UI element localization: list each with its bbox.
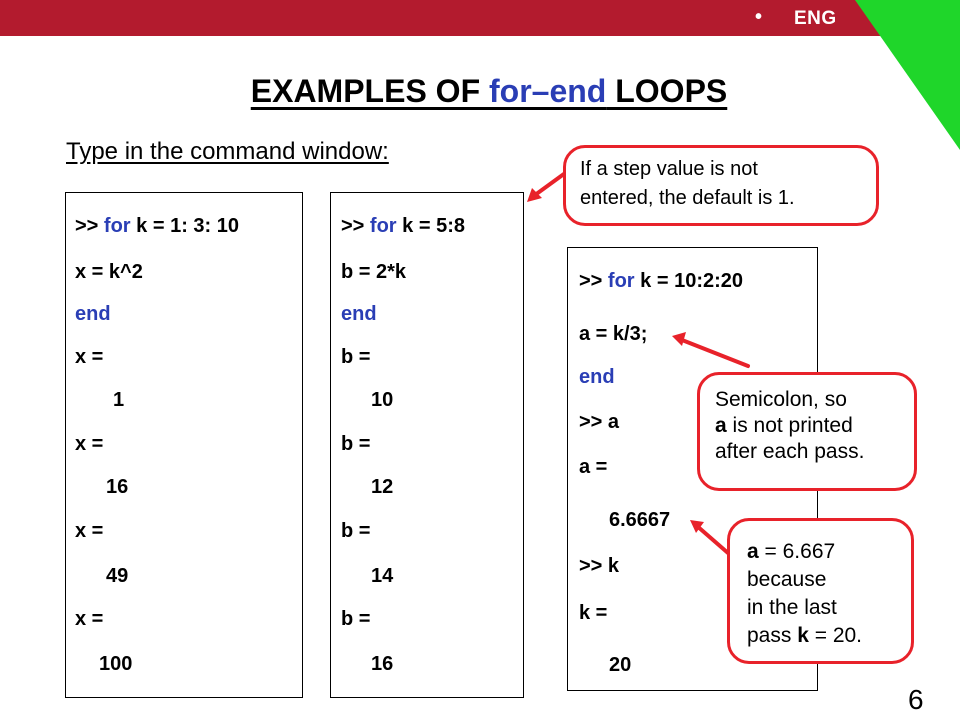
output-label: b = xyxy=(341,433,371,455)
output-value: 10 xyxy=(371,389,394,411)
callout-text xyxy=(747,538,911,566)
callout-text xyxy=(715,413,914,439)
output-label: b = xyxy=(341,520,371,542)
output-value: 16 xyxy=(371,653,394,675)
end-keyword: end xyxy=(579,366,615,388)
code-line: x = k^2 xyxy=(75,261,143,283)
code-line: >> a xyxy=(579,411,620,433)
callout-text-part: = 6.667 xyxy=(758,540,836,563)
callout-text: entered, the default is 1. xyxy=(580,187,795,209)
code-box-2 xyxy=(330,192,524,698)
title-keyword: for–end xyxy=(489,73,607,109)
callout-text: Semicolon, so xyxy=(715,388,847,411)
loop-range: k = 1: 3: 10 xyxy=(130,215,239,237)
output-value: 14 xyxy=(371,565,394,587)
callout-text-part: = 20. xyxy=(808,624,863,647)
for-keyword: for xyxy=(103,215,131,237)
callout-text: in the last xyxy=(747,596,837,619)
prompt: >> xyxy=(75,215,104,237)
end-keyword: end xyxy=(75,303,111,325)
output-label: x = xyxy=(75,608,104,630)
variable-name: a xyxy=(715,414,727,437)
code-line xyxy=(341,215,465,238)
end-keyword: end xyxy=(341,303,377,325)
header-bullet: • xyxy=(755,6,763,28)
variable-name: a xyxy=(747,540,759,563)
output-label: x = xyxy=(75,433,104,455)
callout-text: If a step value is not xyxy=(580,158,758,180)
code-line: b = 2*k xyxy=(341,261,407,283)
output-label: x = xyxy=(75,346,104,368)
output-value: 20 xyxy=(609,654,632,676)
callout-result xyxy=(727,518,914,664)
subtitle: Type in the command window: xyxy=(66,138,389,165)
prompt: >> xyxy=(579,270,608,292)
header-label: ENG xyxy=(794,8,837,29)
loop-range: k = 5:8 xyxy=(396,215,465,237)
output-value: 16 xyxy=(106,476,129,498)
prompt: >> xyxy=(341,215,370,237)
callout-text-part: is not printed xyxy=(726,414,853,437)
output-label: b = xyxy=(341,346,371,368)
code-box-1 xyxy=(65,192,303,698)
code-line xyxy=(579,270,743,293)
title-prefix: EXAMPLES OF xyxy=(250,73,489,109)
loop-range: k = 10:2:20 xyxy=(634,270,744,292)
page-title xyxy=(0,73,960,110)
output-value: 1 xyxy=(113,389,125,411)
output-label: x = xyxy=(75,520,104,542)
output-value: 12 xyxy=(371,476,394,498)
output-value: 6.6667 xyxy=(609,509,671,531)
callout-semicolon xyxy=(697,372,917,491)
output-value: 100 xyxy=(99,653,133,675)
output-value: 49 xyxy=(106,565,129,587)
callout-text-part: pass xyxy=(747,624,798,647)
title-suffix: LOOPS xyxy=(606,73,728,109)
callout-step-default xyxy=(563,145,879,226)
output-label: a = xyxy=(579,456,608,478)
page-number: 6 xyxy=(908,684,924,715)
for-keyword: for xyxy=(607,270,635,292)
output-label: b = xyxy=(341,608,371,630)
code-line: a = k/3; xyxy=(579,323,648,345)
code-line xyxy=(75,215,239,238)
callout-text xyxy=(747,622,911,650)
callout-text: because xyxy=(747,568,827,591)
callout-text: after each pass. xyxy=(715,440,865,463)
code-line: >> k xyxy=(579,555,620,577)
for-keyword: for xyxy=(369,215,397,237)
output-label: k = xyxy=(579,602,608,624)
variable-name: k xyxy=(797,624,809,647)
